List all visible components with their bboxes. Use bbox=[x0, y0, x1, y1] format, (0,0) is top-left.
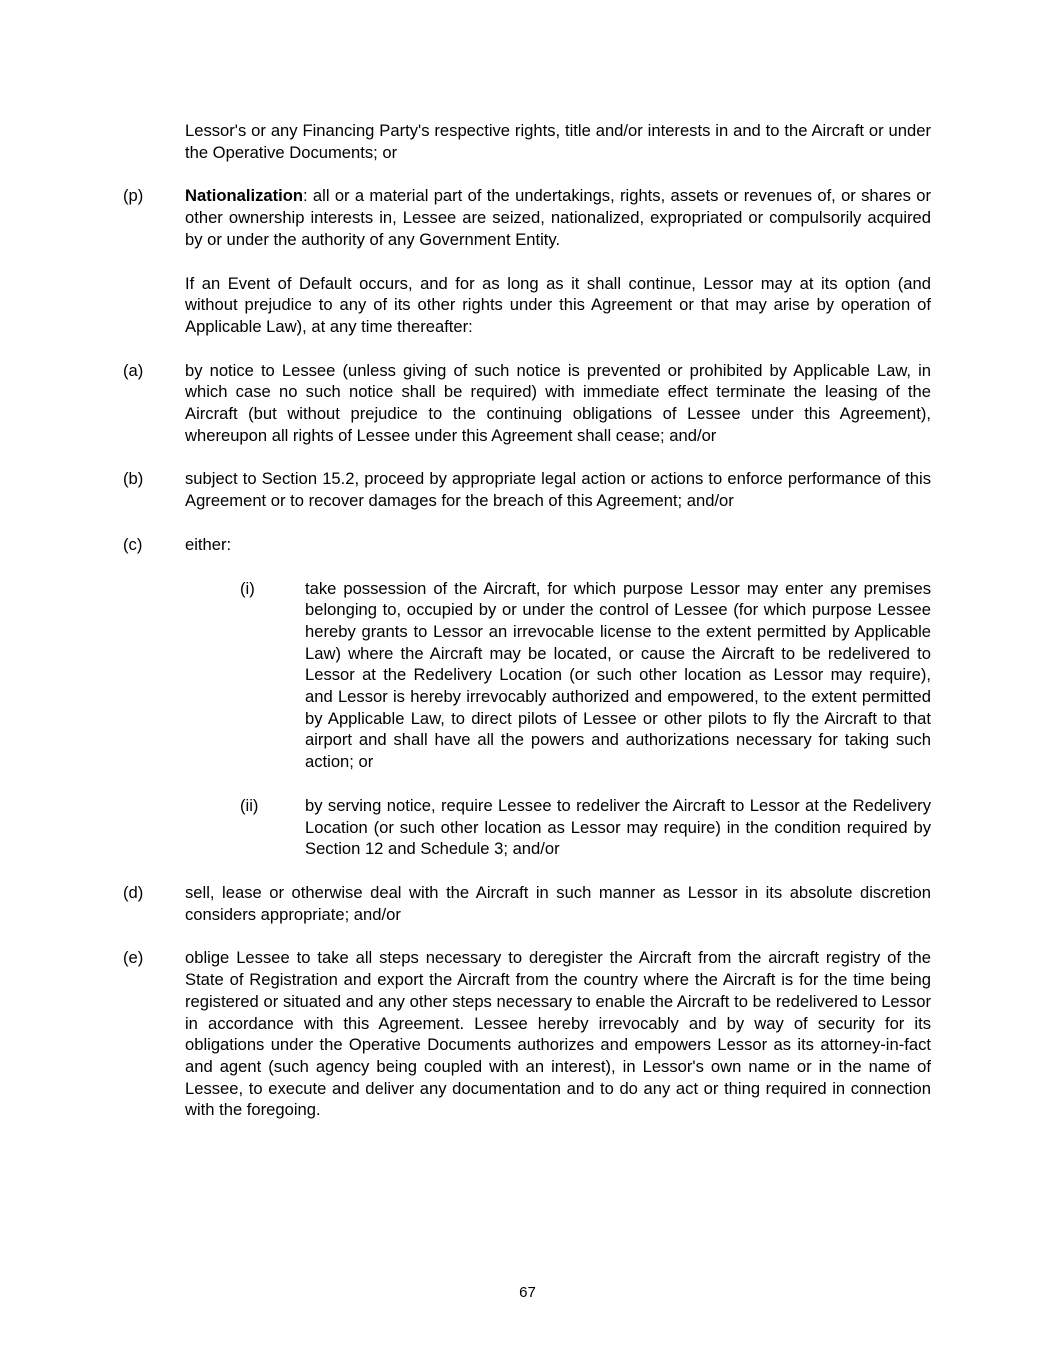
clause-e bbox=[123, 947, 931, 1121]
clause-b bbox=[123, 468, 931, 511]
clause-p bbox=[123, 185, 931, 250]
clause-text: sell, lease or otherwise deal with the Aircraft in such manner as Lessor in its absolute discretion considers appropriate; and/or bbox=[185, 882, 931, 924]
clause-c bbox=[123, 534, 931, 556]
subclause-label: (i) bbox=[240, 578, 255, 598]
subclause-label: (ii) bbox=[240, 795, 259, 815]
clause-text: oblige Lessee to take all steps necessary to deregister the Aircraft from the aircraft registry of the State of Registration and export the Aircraft from the country where the Aircraft is for the time being registered or situated and any other steps necessary to enable the Aircraft to be redelivered to Lessor in accordance with this Agreement. Lessee hereby irrevocably and by way of security for its obligations under the Operative Documents authorizes and empowers Lessor as its attorney-in-fact and agent (such agency being coupled with an interest), in Lessor's own name or in the name of Lessee, to execute and deliver any documentation and to do any act or thing required in connection with the foregoing. bbox=[185, 948, 931, 1120]
clause-text: either: bbox=[185, 534, 232, 554]
clause-text-rest: : all or a material part of the undertakings, rights, assets or revenues of, or shares or other ownership interests in, Lessee are seized, nationalized, expropriated or compulsorily acquired by or under the authority of any Government Entity. bbox=[185, 186, 931, 249]
clause-label: (p) bbox=[123, 186, 144, 206]
paragraph-text: If an Event of Default occurs, and for as long as it shall continue, Lessor may at its option (and without prejudice to any of its other rights under this Agreement or that may arise by operation of Applicable Law), at any time thereafter: bbox=[185, 273, 931, 336]
paragraph-text: Lessor's or any Financing Party's respective rights, title and/or interests in and to the Aircraft or under the Operative Documents; or bbox=[185, 121, 931, 162]
subclause-text: by serving notice, require Lessee to redeliver the Aircraft to Lessor at the Redelivery Location (or such other location as Lessor may require) in the condition required by Section 12 and Schedule 3; and/or bbox=[305, 795, 931, 859]
clause-a bbox=[123, 360, 931, 447]
clause-d bbox=[123, 882, 931, 925]
clause-label: (a) bbox=[123, 360, 144, 380]
subclause-text: take possession of the Aircraft, for which purpose Lessor may enter any premises belonging to, occupied by or under the control of Lessee (for which purpose Lessee hereby grants to Lessor an irrevocable license to the extent permitted by Applicable Law) where the Aircraft may be located, or cause the Aircraft to be redelivered to Lessor at the Redelivery Location (or such other location as Lessor may require), and Lessor is hereby irrevocably authorized and empowered, to the extent permitted by Applicable Law, to direct pilots of Lessee or other pilots to fly the Aircraft to that airport and shall have all the powers and authorizations necessary for taking such action; or bbox=[305, 578, 931, 772]
clause-label: (b) bbox=[123, 469, 144, 489]
document-body bbox=[123, 120, 931, 1121]
clause-label: (c) bbox=[123, 534, 143, 554]
paragraph-default-intro bbox=[123, 273, 931, 338]
subclause-i bbox=[123, 578, 931, 773]
defined-term: Nationalization bbox=[185, 186, 304, 206]
page-number: 67 bbox=[519, 1284, 536, 1301]
subclause-ii bbox=[123, 795, 931, 860]
clause-text: subject to Section 15.2, proceed by appropriate legal action or actions to enforce performance of this Agreement or to recover damages for the breach of this Agreement; and/or bbox=[185, 469, 931, 511]
clause-label: (d) bbox=[123, 882, 144, 902]
page-footer bbox=[0, 1283, 1055, 1302]
clause-text: by notice to Lessee (unless giving of such notice is prevented or prohibited by Applicable Law, in which case no such notice shall be required) with immediate effect terminate the leasing of the Aircraft (but without prejudice to the continuing obligations of Lessee under this Agreement), whereupon all rights of Lessee under this Agreement shall cease; and/or bbox=[185, 360, 931, 445]
clause-text bbox=[185, 185, 931, 250]
clause-label: (e) bbox=[123, 948, 144, 968]
paragraph-continuation bbox=[123, 120, 931, 163]
